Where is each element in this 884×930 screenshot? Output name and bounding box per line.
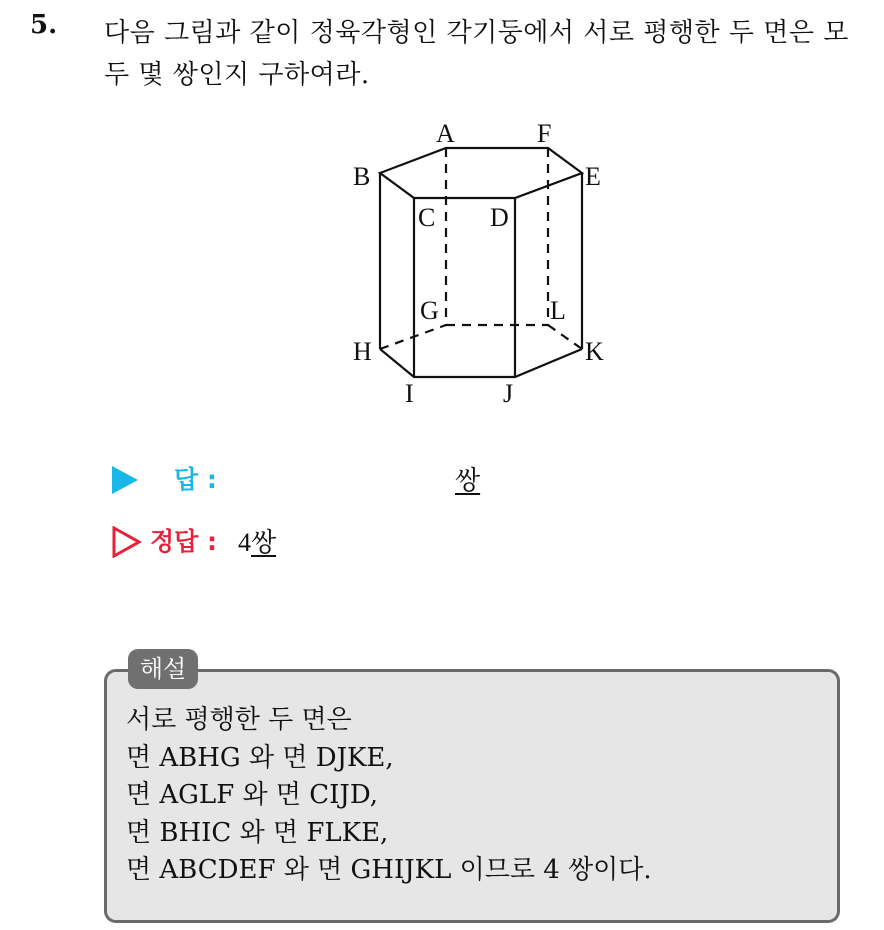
prism-diagram	[340, 110, 630, 415]
vertex-label-J: J	[503, 379, 514, 408]
answer-unit: 쌍	[455, 466, 481, 496]
explanation-text	[126, 702, 826, 890]
vertex-label-F: F	[537, 119, 552, 148]
hexagonal-prism-figure	[340, 110, 630, 415]
vertex-label-C: C	[418, 203, 436, 232]
vertex-label-K: K	[585, 337, 604, 366]
vertex-label-H: H	[353, 337, 372, 366]
vertex-label-A: A	[436, 119, 455, 148]
explanation-line: 서로 평행한 두 면은	[126, 705, 352, 735]
vertex-label-B: B	[353, 162, 371, 191]
outline-triangle-icon	[112, 526, 142, 558]
bottom-front-edges	[380, 349, 582, 377]
visible-edges	[380, 148, 582, 377]
explanation-line: 면 ABCDEF 와 면 GHIJKL 이므로 4 쌍이다.	[126, 855, 652, 885]
explanation-line: 면 ABHG 와 면 DJKE,	[126, 742, 394, 773]
explanation-line: 면 BHIC 와 면 FLKE,	[126, 817, 389, 848]
explanation-tab: 해설	[128, 649, 198, 689]
vertex-label-L: L	[550, 296, 566, 325]
answer-label: 답 :	[174, 465, 217, 494]
vertex-label-D: D	[490, 203, 509, 232]
correct-answer-unit: 쌍	[251, 528, 277, 558]
correct-answer-number: 4	[238, 528, 251, 557]
answer-row	[108, 460, 608, 500]
correct-answer-row	[108, 522, 608, 562]
explanation-line: 면 AGLF 와 면 CIJD,	[126, 780, 379, 810]
vertex-label-E: E	[585, 162, 601, 191]
correct-answer-value	[238, 522, 276, 559]
vertex-label-G: G	[420, 296, 439, 325]
problem-text: 다음 그림과 같이 정육각형인 각기둥에서 서로 평행한 두 면은 모두 몇 쌍인지 구하여라.	[104, 18, 849, 90]
top-face	[380, 148, 582, 198]
edge-LK	[548, 325, 582, 349]
vertex-label-I: I	[405, 379, 414, 408]
correct-answer-label: 정답 :	[150, 527, 218, 556]
play-triangle-icon	[112, 466, 138, 494]
problem-number: 5.	[30, 10, 58, 40]
